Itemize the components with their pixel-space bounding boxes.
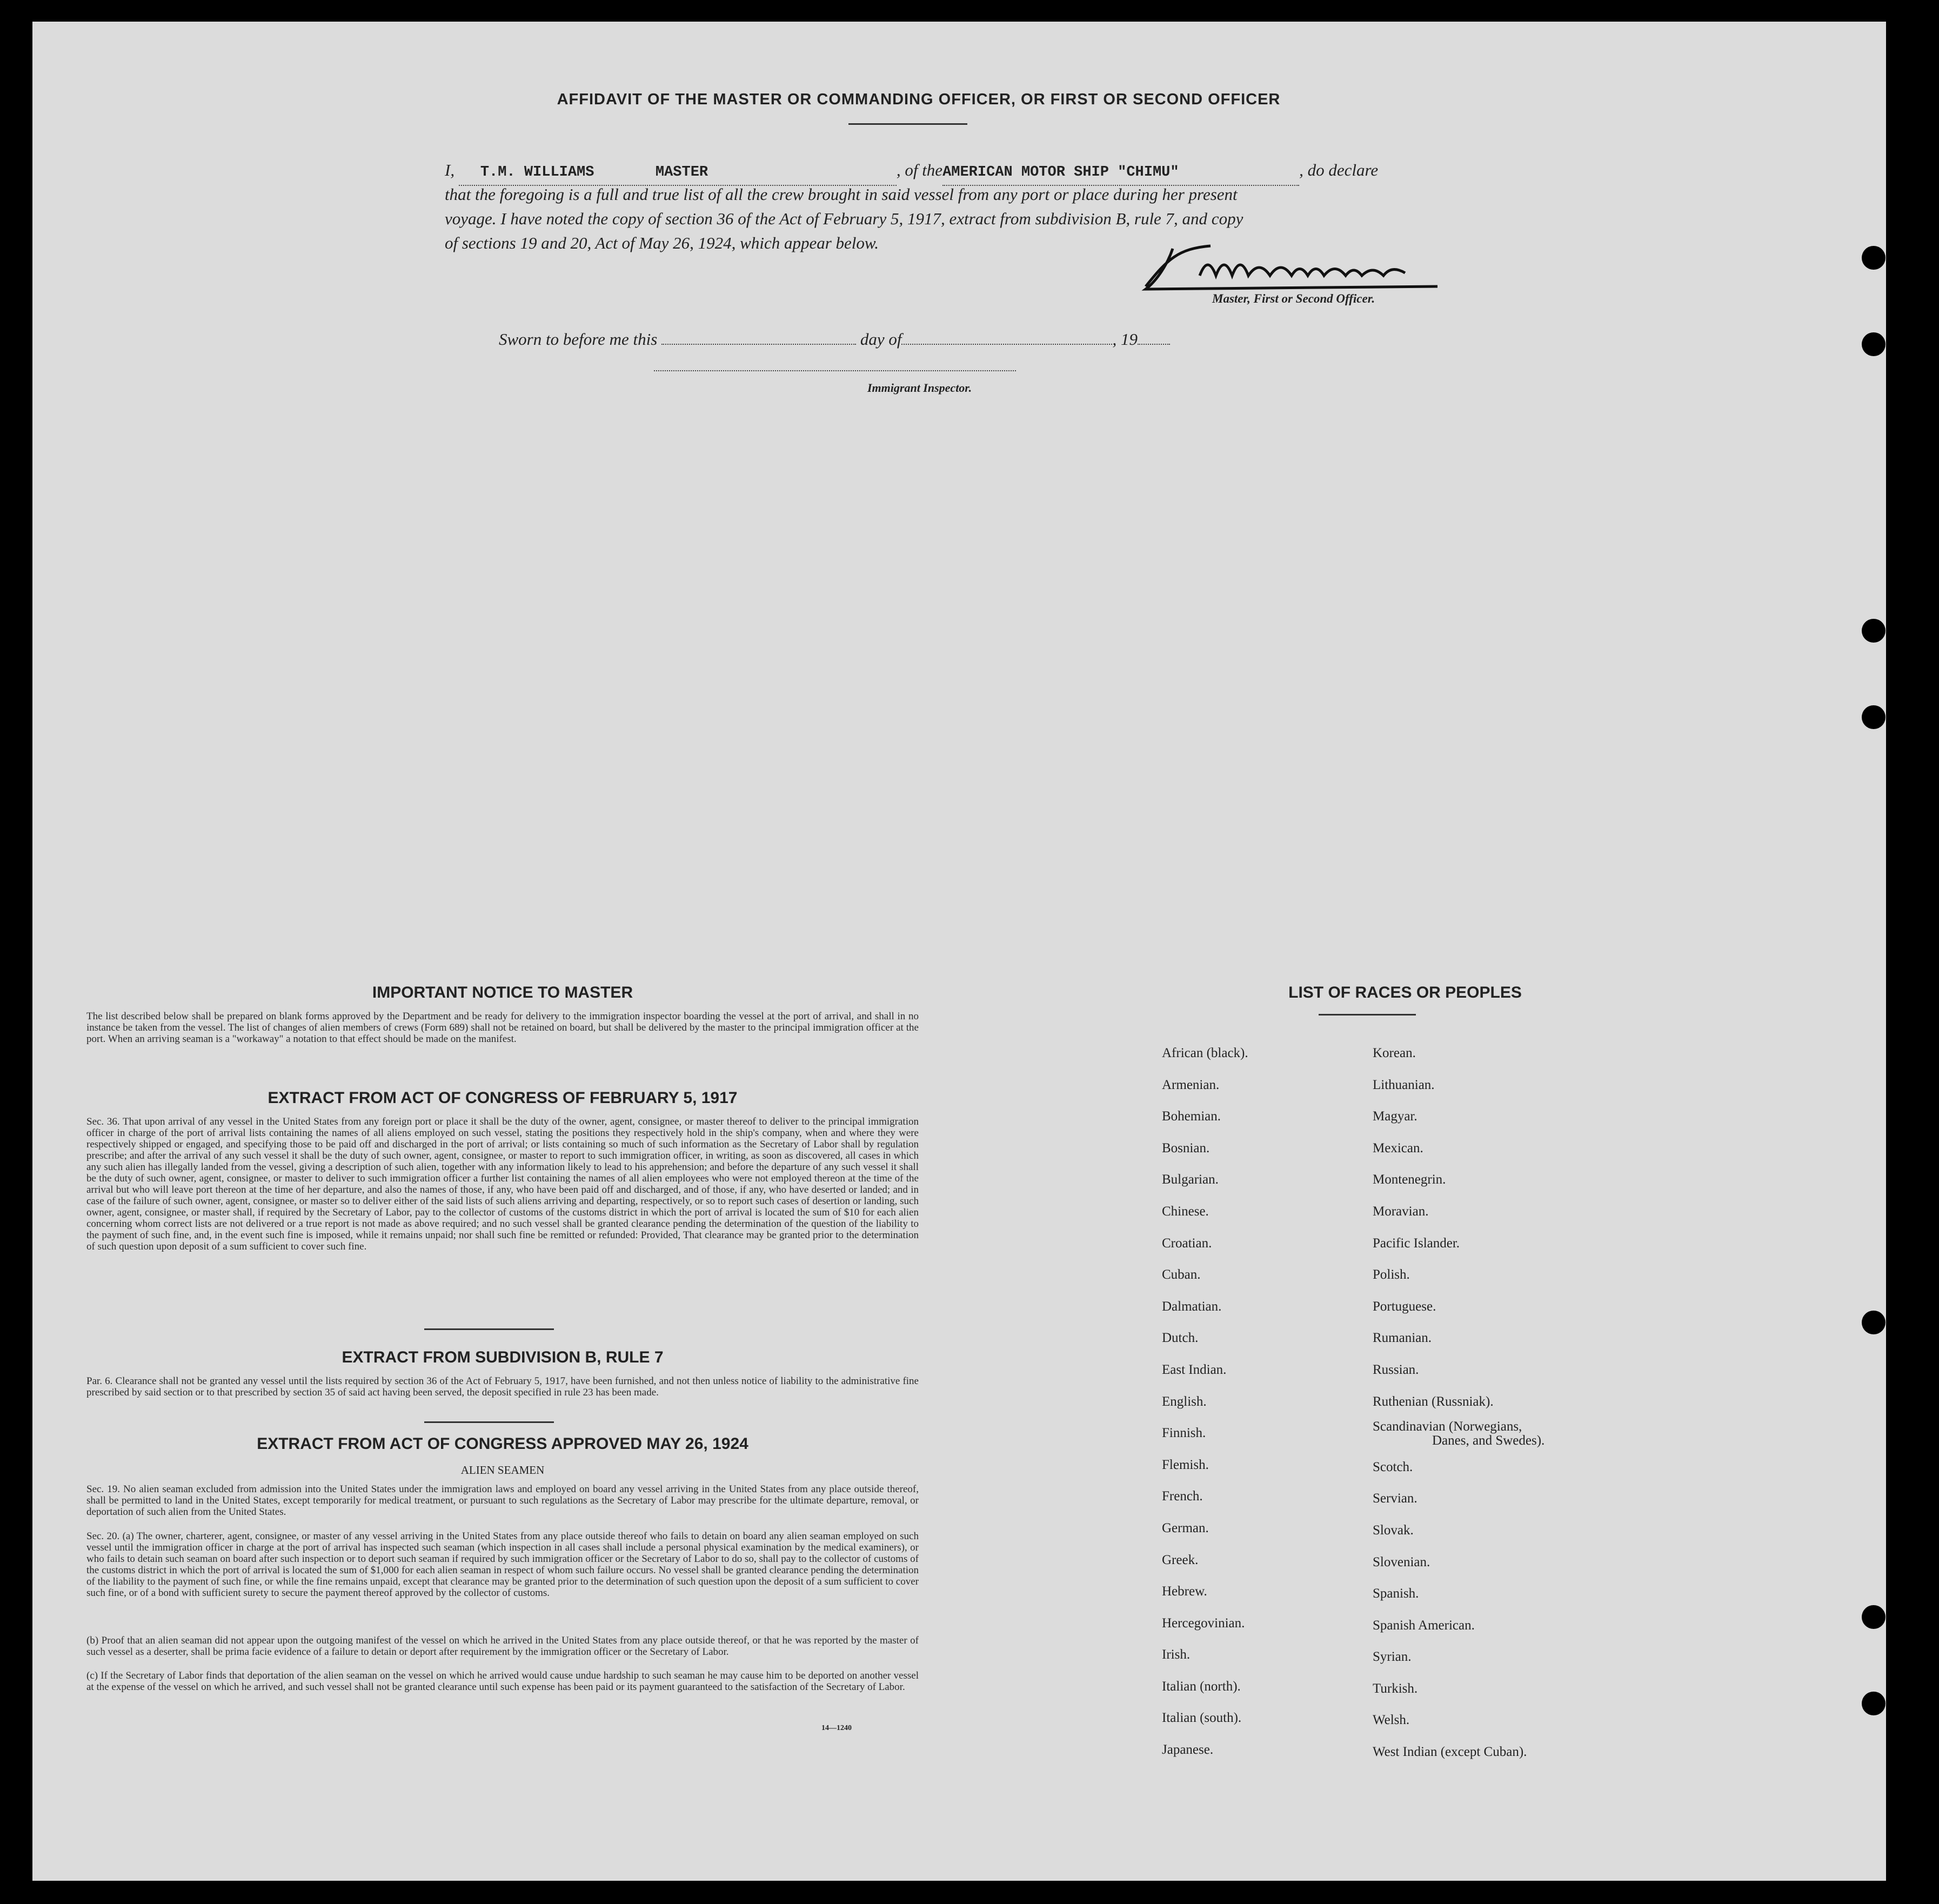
race-item: Russian. bbox=[1373, 1362, 1419, 1377]
form-number: 14—1240 bbox=[821, 1724, 852, 1732]
sec-20c-text: (c) If the Secretary of Labor finds that deportation of the alien seaman on the vessel on which he arrived would cause undue hardship to such seaman he may cause him to be deported on another vessel at the expense of the vessel on which he arrived, and such vessel shall not be granted clearance until such expense has been paid or its payment guaranteed to the satisfaction of the Secretary of Labor. bbox=[86, 1670, 919, 1693]
race-item-continuation: Danes, and Swedes). bbox=[1432, 1433, 1545, 1448]
race-item: West Indian (except Cuban). bbox=[1373, 1745, 1527, 1760]
inspector-label: Immigrant Inspector. bbox=[867, 381, 972, 395]
sworn-prefix: Sworn to before me this bbox=[499, 330, 658, 349]
sworn-year-field bbox=[1138, 333, 1170, 345]
race-item: Polish. bbox=[1373, 1267, 1410, 1282]
title-rule bbox=[848, 123, 967, 125]
race-item: English. bbox=[1162, 1394, 1207, 1409]
binder-hole bbox=[1862, 332, 1885, 356]
races-column-1 bbox=[1162, 1038, 1248, 1766]
do-declare-text: , do declare bbox=[1299, 161, 1379, 179]
binder-hole bbox=[1862, 705, 1885, 729]
race-item: Montenegrin. bbox=[1373, 1172, 1446, 1187]
race-item: Irish. bbox=[1162, 1647, 1191, 1662]
race-item: Cuban. bbox=[1162, 1267, 1201, 1282]
declaration-line-2: that the foregoing is a full and true list of all the crew brought in said vessel from any port or place during her present bbox=[445, 185, 1238, 204]
race-item: Chinese. bbox=[1162, 1204, 1209, 1219]
race-item: Lithuanian. bbox=[1373, 1077, 1435, 1092]
race-item: Welsh. bbox=[1373, 1713, 1410, 1728]
master-signature bbox=[1135, 238, 1470, 297]
sworn-month-field bbox=[901, 333, 1112, 345]
extract-rule7-title: EXTRACT FROM SUBDIVISION B, RULE 7 bbox=[342, 1348, 664, 1366]
notice-title: IMPORTANT NOTICE TO MASTER bbox=[372, 984, 633, 1001]
race-item: Armenian. bbox=[1162, 1077, 1220, 1092]
race-item: Dutch. bbox=[1162, 1331, 1199, 1346]
extract-1917-text: Sec. 36. That upon arrival of any vessel in the United States from any foreign port or place it shall be the duty of the owner, agent, consignee, or master thereof to deliver to the principal immigration officer in charge of the port of arrival lists containing the names of all aliens employed on such vessel, stating the positions they respectively hold in the ship's company, when and where they were respectively shipped or engaged, and specifying those to be paid off and discharged in the port of arrival; or lists containing so much of such information as the Secretary of Labor shall by regulation prescribe; and after the arrival of any such vessel it shall be the duty of such owner, agent, consignee, or master to report to such immigration officer, in writing, as soon as discovered, all cases in which any such alien has illegally landed from the vessel, giving a description of such alien, together with any information likely to lead to his apprehension; and before the departure of any such vessel it shall be the duty of such owner, agent, consignee, or master to deliver to such immigration officer a further list containing the names of all alien employees who were not employed thereon at the time of the arrival but who will leave port thereon at the time of her departure, and also the names of those, if any, who have been paid off and discharged, and of those, if any, who have deserted or landed; and in case of the failure of such owner, agent, consignee, or master so to deliver either of the said lists of such aliens arriving and departing, respectively, or so to report such cases of desertion or landing, such owner, agent, consignee, or master shall, if required by the Secretary of Labor, pay to the collector of customs of the customs district in which the port of arrival is located the sum of $10 for each alien concerning whom correct lists are not delivered or a true report is not made as above required; and no such vessel shall be granted clearance pending the determination of the question of the liability to the payment of such fine, and, in the event such fine is imposed, while it remains unpaid; nor shall such fine be remitted or refunded: Provided, That clearance may be granted prior to the determination of such question upon deposit of a sum sufficient to cover such fine. bbox=[86, 1116, 919, 1252]
race-item: Scotch. bbox=[1373, 1459, 1413, 1474]
race-item: Bulgarian. bbox=[1162, 1172, 1219, 1187]
master-name-field: T.M. WILLIAMS MASTER bbox=[459, 161, 897, 186]
races-column-2 bbox=[1373, 1038, 1544, 1768]
race-item: East Indian. bbox=[1162, 1362, 1227, 1377]
race-item: Magyar. bbox=[1373, 1109, 1418, 1124]
race-item: Italian (south). bbox=[1162, 1711, 1242, 1726]
race-item: Bosnian. bbox=[1162, 1140, 1210, 1155]
race-item: Portuguese. bbox=[1373, 1299, 1436, 1314]
race-item: Spanish American. bbox=[1373, 1618, 1475, 1633]
race-item: Spanish. bbox=[1373, 1586, 1419, 1601]
race-item: Slovenian. bbox=[1373, 1554, 1430, 1569]
vessel-name-field: AMERICAN MOTOR SHIP "CHIMU" bbox=[942, 161, 1299, 186]
binder-hole bbox=[1862, 1311, 1885, 1334]
affidavit-title: AFFIDAVIT OF THE MASTER OR COMMANDING OFFICER, OR FIRST OR SECOND OFFICER bbox=[557, 91, 1281, 108]
binder-hole bbox=[1862, 619, 1885, 643]
sworn-line bbox=[499, 330, 1170, 349]
race-item: Bohemian. bbox=[1162, 1109, 1221, 1124]
section-rule bbox=[424, 1421, 554, 1423]
race-item: Moravian. bbox=[1373, 1204, 1429, 1219]
races-title: LIST OF RACES OR PEOPLES bbox=[1288, 984, 1522, 1001]
inspector-signature-field bbox=[654, 370, 1016, 371]
sworn-day-label: day of bbox=[860, 330, 902, 349]
race-item: African (black). bbox=[1162, 1046, 1248, 1060]
sworn-year-label: , 19 bbox=[1112, 330, 1138, 349]
race-item: Syrian. bbox=[1373, 1649, 1412, 1665]
sec-20b-text: (b) Proof that an alien seaman did not appear upon the outgoing manifest of the vessel on which he arrived in the United States from any place outside thereof, or that he was reported by the master of such vessel as a deserter, shall be prima facie evidence of a failure to detain or deport after requirement by the immigration officer or the Secretary of Labor. bbox=[86, 1635, 919, 1658]
race-item: Pacific Islander. bbox=[1373, 1235, 1460, 1251]
document-page bbox=[32, 22, 1886, 1881]
races-title-rule bbox=[1319, 1014, 1416, 1016]
extract-rule7-text: Par. 6. Clearance shall not be granted any vessel until the lists required by section 36 of the Act of February 5, 1917, have been furnished, and not then unless notice of liability to the administrative fine prescribed by said section or to that prescribed by section 35 of said act having been served, the deposit specified in rule 23 has been made. bbox=[86, 1375, 919, 1398]
notice-text: The list described below shall be prepared on blank forms approved by the Department and be ready for delivery to the immigration inspector boarding the vessel at the port of arrival, and shall in no instance be taken from the vessel. The list of changes of alien members of crews (Form 689) shall not be retained on board, but shall be delivered by the master to the principal immigration officer at the port. When an arriving seaman is a "workaway" a notation to that effect should be made on the manifest. bbox=[86, 1011, 919, 1045]
sworn-day-field bbox=[661, 333, 856, 345]
of-the-text: , of the bbox=[896, 161, 943, 179]
race-item: Hebrew. bbox=[1162, 1584, 1207, 1599]
race-item: Hercegovinian. bbox=[1162, 1615, 1245, 1631]
binder-hole bbox=[1862, 1605, 1885, 1629]
binder-hole bbox=[1862, 1692, 1885, 1715]
race-item: Finnish. bbox=[1162, 1426, 1206, 1441]
race-item: Turkish. bbox=[1373, 1681, 1418, 1696]
race-item: Japanese. bbox=[1162, 1742, 1214, 1758]
race-item: German. bbox=[1162, 1520, 1209, 1535]
binder-hole bbox=[1862, 246, 1885, 270]
race-item: Greek. bbox=[1162, 1552, 1199, 1567]
signature-label: Master, First or Second Officer. bbox=[1212, 292, 1375, 305]
extract-1924-title: EXTRACT FROM ACT OF CONGRESS APPROVED MAY 26, 1924 bbox=[257, 1435, 748, 1453]
race-item: Flemish. bbox=[1162, 1457, 1209, 1472]
race-item: Rumanian. bbox=[1373, 1331, 1432, 1346]
race-item: Scandinavian (Norwegians, Danes, and Swedes). bbox=[1373, 1419, 1545, 1448]
race-item: French. bbox=[1162, 1489, 1203, 1504]
race-item: Dalmatian. bbox=[1162, 1299, 1222, 1314]
declaration-prefix: I, bbox=[445, 161, 455, 179]
race-item: Servian. bbox=[1373, 1491, 1418, 1506]
race-item: Korean. bbox=[1373, 1046, 1416, 1060]
sec-19-text: Sec. 19. No alien seaman excluded from admission into the United States under the immigration laws and employed on board any vessel arriving in the United States from any place outside thereof, shall be permitted to land in the United States, except temporarily for medical treatment, or pursuant to such regulations as the Secretary of Labor may prescribe for the ultimate departure, removal, or deportation of such alien from the United States. bbox=[86, 1484, 919, 1518]
sec-20a-text: Sec. 20. (a) The owner, charterer, agent, consignee, or master of any vessel arriving in the United States from any place outside thereof who fails to detain on board any alien seaman employed on such vessel until the immigration officer in charge at the port of arrival has inspected such seaman (which inspection in all cases shall include a personal physical examination by the medical examiners), or who fails to detain such seaman on board after such inspection or to deport such seaman if required by such immigration officer or the Secretary of Labor to do so, shall pay to the collector of customs of the customs district in which the port of arrival is located the sum of $1,000 for each alien seaman in respect of whom such failure occurs. No vessel shall be granted clearance pending the determination of the liability to the payment of such fine, or while the fine remains unpaid, except that clearance may be granted prior to the determination of such question upon the deposit of a sum sufficient to cover such fine, or of a bond with sufficient surety to secure the payment thereof approved by the collector of customs. bbox=[86, 1531, 919, 1599]
race-item: Mexican. bbox=[1373, 1140, 1423, 1155]
race-item: Slovak. bbox=[1373, 1522, 1414, 1538]
alien-seamen-subtitle: ALIEN SEAMEN bbox=[460, 1464, 545, 1477]
race-item: Croatian. bbox=[1162, 1235, 1212, 1251]
declaration-line-4: of sections 19 and 20, Act of May 26, 1924, which appear below. bbox=[445, 233, 879, 252]
race-item: Ruthenian (Russniak). bbox=[1373, 1394, 1494, 1409]
declaration-line-3: voyage. I have noted the copy of section 36 of the Act of February 5, 1917, extract from subdivision B, rule 7, and copy bbox=[445, 209, 1243, 228]
section-rule bbox=[424, 1328, 554, 1330]
race-item: Italian (north). bbox=[1162, 1679, 1241, 1694]
extract-1917-title: EXTRACT FROM ACT OF CONGRESS OF FEBRUARY 5, 1917 bbox=[268, 1089, 738, 1107]
